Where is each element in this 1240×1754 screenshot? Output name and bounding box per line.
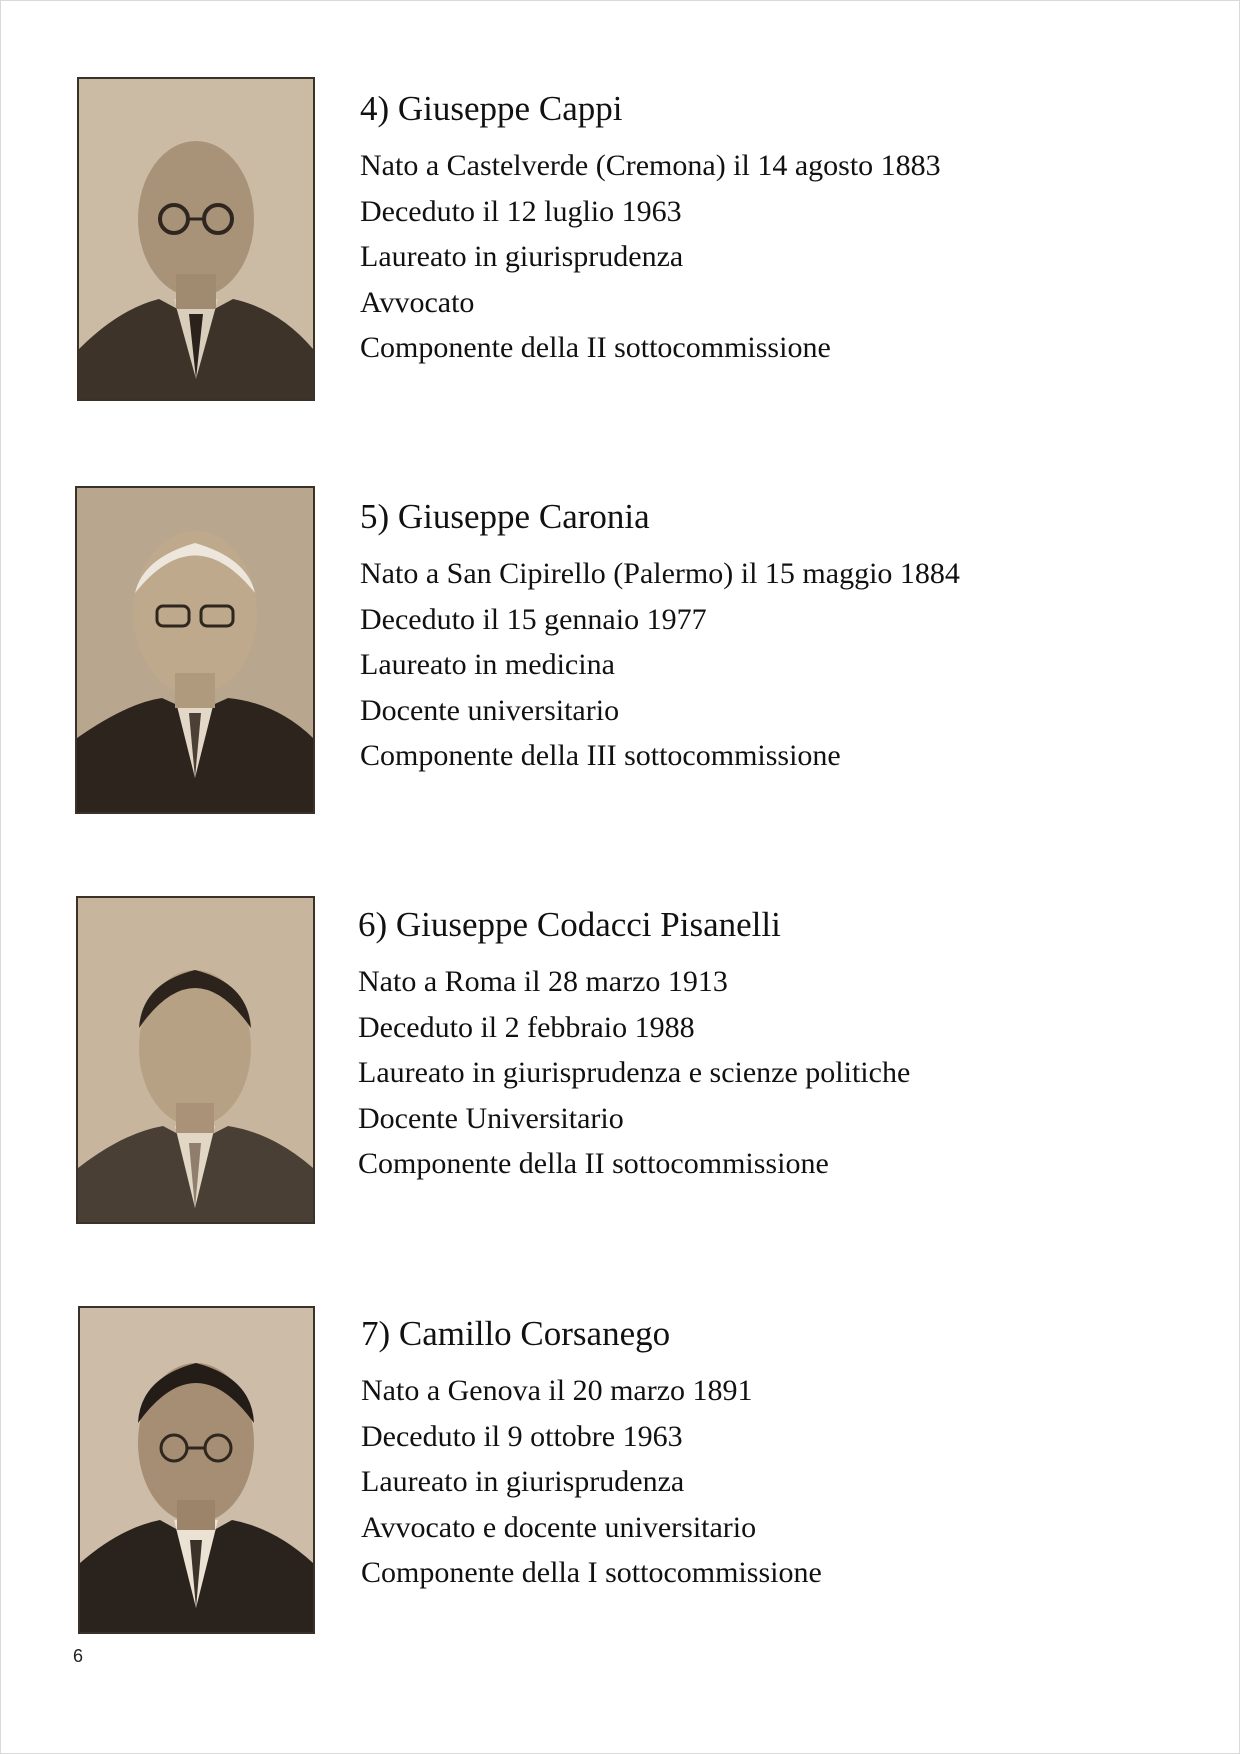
member-profession: Docente universitario bbox=[360, 693, 620, 727]
member-name: 7) Camillo Corsanego bbox=[361, 1314, 671, 1353]
member-text-codacci-pisanelli bbox=[358, 905, 910, 1187]
portrait-photo-codacci-pisanelli bbox=[76, 896, 315, 1224]
member-degree: Laureato in medicina bbox=[360, 648, 615, 681]
member-text-corsanego bbox=[361, 1314, 822, 1596]
member-text-caronia bbox=[360, 497, 960, 779]
member-degree: Laureato in giurisprudenza bbox=[361, 1465, 685, 1498]
member-death: Deceduto il 12 luglio 1963 bbox=[360, 194, 682, 228]
member-degree: Laureato in giurisprudenza bbox=[360, 240, 684, 273]
member-degree: Laureato in giurisprudenza e scienze politiche bbox=[358, 1056, 911, 1089]
member-death: Deceduto il 2 febbraio 1988 bbox=[358, 1010, 695, 1044]
member-subcommission: Componente della II sottocommissione bbox=[360, 331, 831, 364]
member-profession: Docente Universitario bbox=[358, 1101, 624, 1135]
member-death: Deceduto il 9 ottobre 1963 bbox=[361, 1419, 683, 1453]
portrait-photo-cappi bbox=[77, 77, 315, 401]
page-number: 6 bbox=[73, 1646, 84, 1666]
member-name: 6) Giuseppe Codacci Pisanelli bbox=[358, 905, 781, 944]
member-birth: Nato a Genova il 20 marzo 1891 bbox=[361, 1374, 753, 1407]
member-subcommission: Componente della III sottocommissione bbox=[360, 739, 841, 772]
member-name: 5) Giuseppe Caronia bbox=[360, 497, 650, 536]
member-subcommission: Componente della II sottocommissione bbox=[358, 1147, 829, 1180]
portrait-photo-caronia bbox=[75, 486, 315, 814]
member-name: 4) Giuseppe Cappi bbox=[360, 89, 623, 128]
member-death: Deceduto il 15 gennaio 1977 bbox=[360, 602, 707, 636]
member-birth: Nato a San Cipirello (Palermo) il 15 maggio 1884 bbox=[360, 557, 960, 590]
member-profession: Avvocato bbox=[360, 285, 475, 319]
portrait-photo-corsanego bbox=[78, 1306, 315, 1634]
member-subcommission: Componente della I sottocommissione bbox=[361, 1556, 822, 1589]
member-text-cappi bbox=[360, 89, 941, 371]
member-birth: Nato a Roma il 28 marzo 1913 bbox=[358, 965, 728, 998]
member-profession: Avvocato e docente universitario bbox=[361, 1510, 757, 1544]
member-birth: Nato a Castelverde (Cremona) il 14 agosto 1883 bbox=[360, 149, 941, 182]
